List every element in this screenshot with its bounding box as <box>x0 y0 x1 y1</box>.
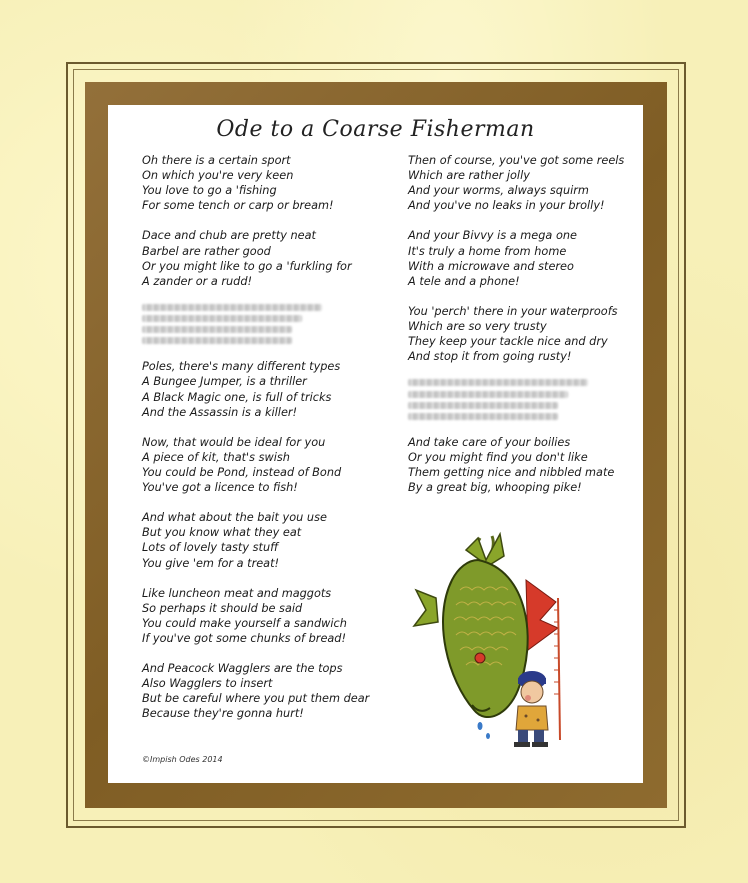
verse-line: If you've got some chunks of bread! <box>142 632 347 645</box>
blurred-line <box>408 391 568 398</box>
verse <box>142 153 392 213</box>
verse-line: And your Bivvy is a mega one <box>408 229 577 243</box>
verse-line: They keep your tackle nice and dry <box>408 335 608 349</box>
verse <box>408 435 638 495</box>
blurred-line <box>408 413 558 420</box>
verse-line: By a great big, whooping pike! <box>408 481 582 495</box>
verse <box>142 228 392 288</box>
blurred-line <box>408 402 558 409</box>
verse-line: Dace and chub are pretty neat <box>142 229 316 243</box>
verse-line: Then of course, you've got some reels <box>408 154 625 167</box>
verse-line: And stop it from going rusty! <box>408 350 572 364</box>
verse-line: But you know what they eat <box>142 526 302 540</box>
blurred-line <box>142 304 322 311</box>
verse-line: Poles, there's many different types <box>142 360 341 374</box>
right-column <box>408 153 638 510</box>
verse-line: And take care of your boilies <box>408 435 571 449</box>
verse-line: On which you're very keen <box>142 169 294 183</box>
verse <box>408 304 638 364</box>
verse-line: Oh there is a certain sport <box>142 154 291 167</box>
verse-line: Like luncheon meat and maggots <box>142 586 332 600</box>
copyright-notice: ©Impish Odes 2014 <box>142 755 223 764</box>
verse-line: You 'perch' there in your waterproofs <box>408 304 618 318</box>
poem-title: Ode to a Coarse Fisherman <box>216 117 535 142</box>
verse-line: A Bungee Jumper, is a thriller <box>142 375 307 389</box>
verse-line: And what about the bait you use <box>142 511 327 525</box>
verse <box>408 153 638 213</box>
verse-line: Also Wagglers to insert <box>142 677 273 691</box>
verse-line: Which are rather jolly <box>408 169 530 183</box>
verse <box>142 435 392 495</box>
verse-line: It's truly a home from home <box>408 244 567 258</box>
verse <box>408 228 638 288</box>
verse-line: You've got a licence to fish! <box>142 481 298 495</box>
verse-line: And you've no leaks in your brolly! <box>408 199 605 213</box>
verse-line: A zander or a rudd! <box>142 274 253 288</box>
verse-line: Or you might like to go a 'furkling for <box>142 259 352 273</box>
verse <box>142 586 392 646</box>
verse-line: Them getting nice and nibbled mate <box>408 465 615 479</box>
verse <box>142 510 392 570</box>
verse-line: You love to go a 'fishing <box>142 184 277 198</box>
blurred-line <box>142 337 292 344</box>
poem-sheet <box>108 105 643 783</box>
verse-line: Which are so very trusty <box>408 320 547 334</box>
verse-line: With a microwave and stereo <box>408 259 574 273</box>
verse-line: You could be Pond, instead of Bond <box>142 465 342 479</box>
verse-line: For some tench or carp or bream! <box>142 199 334 213</box>
blurred-verse <box>408 379 638 419</box>
verse-line: And the Assassin is a killer! <box>142 405 298 419</box>
verse-line: Lots of lovely tasty stuff <box>142 541 279 555</box>
verse-line: You could make yourself a sandwich <box>142 616 347 630</box>
verse-line: And Peacock Wagglers are the tops <box>142 662 343 676</box>
verse-line: Now, that would be ideal for you <box>142 435 326 449</box>
blurred-line <box>142 326 292 333</box>
verse-line: You give 'em for a treat! <box>142 556 280 570</box>
blurred-line <box>142 315 302 322</box>
verse-line: Barbel are rather good <box>142 244 271 258</box>
verse-line: And your worms, always squirm <box>408 184 589 198</box>
blurred-verse <box>142 304 392 344</box>
verse-line: A piece of kit, that's swish <box>142 450 290 464</box>
verse-line: But be careful where you put them dear <box>142 692 370 706</box>
verse-line: A tele and a phone! <box>408 274 520 288</box>
verse <box>142 359 392 419</box>
verse-line: Because they're gonna hurt! <box>142 707 304 721</box>
fish-and-fisherman-illustration <box>408 530 608 755</box>
blurred-line <box>408 379 588 386</box>
left-column <box>142 153 392 737</box>
verse-line: So perhaps it should be said <box>142 601 303 615</box>
verse <box>142 661 392 721</box>
verse-line: A Black Magic one, is full of tricks <box>142 390 332 404</box>
verse-line: Or you might find you don't like <box>408 450 588 464</box>
